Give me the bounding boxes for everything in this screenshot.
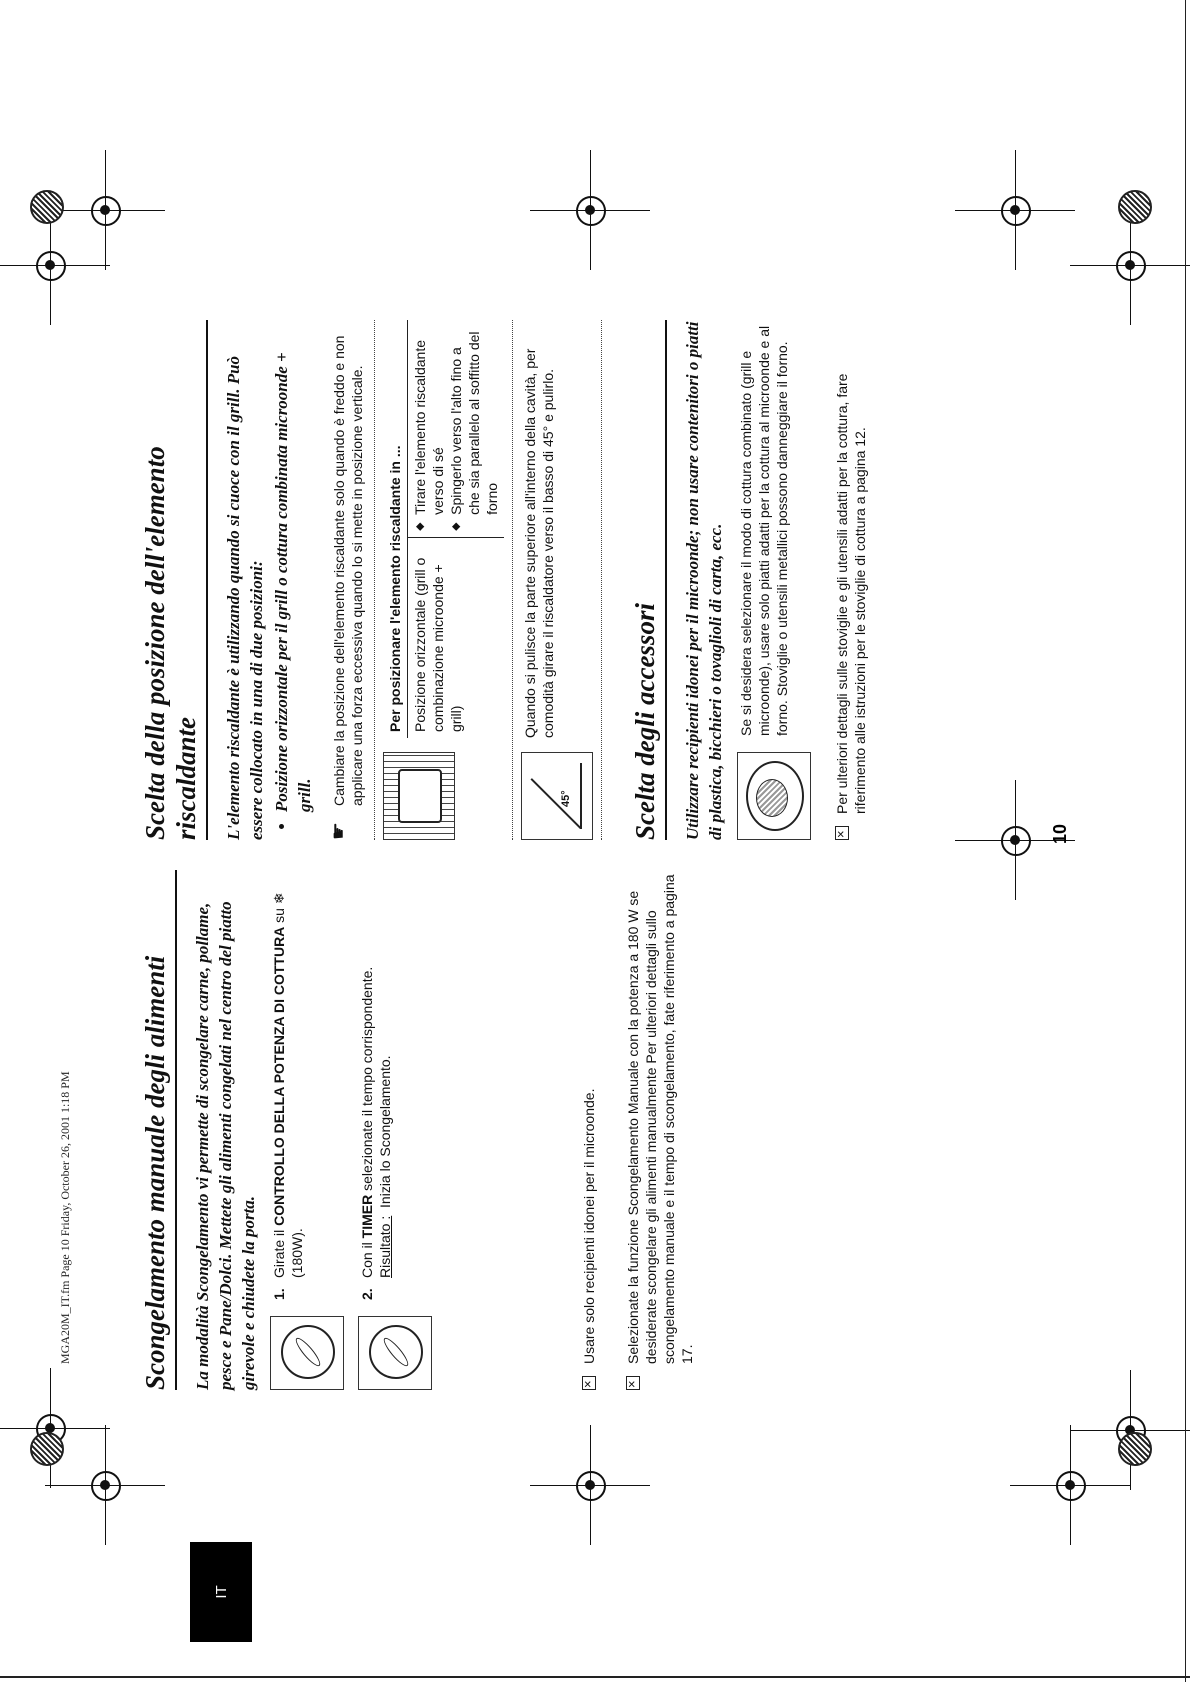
note-icon [582,1376,596,1390]
page-number: 10 [1050,823,1070,844]
language-tab: IT [190,1542,252,1642]
accessories-row [737,320,811,840]
step-1 [270,870,344,1390]
step-2 [358,870,432,1390]
note: × Usare solo recipienti idonei per il microonde. [580,870,598,1390]
section-lead: La modalità Scongelamento vi permette di scongelare carne, pollame, pesce e Pane/Dolci. Mettete gli alimenti congelati nel centro del piatto girevole e chiudete la porta. [193,901,258,1390]
note: × Selezionate la funzione Scongelamento Manuale con la potenza a 180 W se desiderate scongelare gli alimenti manualmente Per ulteriori dettagli sullo scongelamento manuale e il tempo di scongelamento, fate riferimento a pagina 17. [624,870,696,1390]
note-icon [835,826,849,840]
note-icon [626,1376,640,1390]
note: × Per ulteriori dettagli sulle stoviglie e gli utensili adatti per la cottura, fare riferimento alle istruzioni per le stoviglie di cottura a pagina 12. [833,320,869,840]
section-title: Scongelamento manuale degli alimenti [140,870,177,1390]
cleaning-row [521,320,593,840]
accessories-text: Se si desidera selezionare il modo di cottura combinato (grill e microonde), usare solo piatti adatti per la cottura al microonde e al forno. Stoviglie o utensili metallici possono danneggiare il forno. [738,325,790,736]
heating-element-section [140,320,869,840]
file-header: MGA20M_IT.fm Page 10 Friday, October 26, 2001 1:18 PM [58,1071,72,1364]
step-text: Con il TIMER selezionate il tempo corrispondente. Risultato : Inizia lo Scongelamento. [359,966,393,1278]
dish-illustration-icon [737,752,811,840]
position-table-row [383,320,504,840]
timer-dial-icon [358,1316,432,1390]
accessories-lead: Utilizzare recipienti idonei per il microonde; non usare contenitori o piatti di plastica, bicchieri o tovaglioli di carta, ecc. [683,321,725,840]
result-label: Risultato : [377,1215,393,1278]
section-lead: L'elemento riscaldante è utilizzando quando si cuoce con il grill. Può essere collocato in una di due posizioni: • Posizione orizzontale per il grill o cottura combinata microonde + grill. [222,320,316,840]
step-number: 2. [359,1288,375,1300]
cleaning-text: Quando si pulisce la parte superiore all'interno della cavità, per comodità girare il riscaldatore verso il basso di 45° e pulirlo. [522,348,556,738]
power-dial-icon [270,1316,344,1390]
warning: ☛ Cambiare la posizione dell'elemento riscaldante solo quando è freddo e non applicare una forza eccessiva quando lo si mette in posizione verticale. [328,335,365,840]
position-table: Per posizionare l'elemento riscaldante in ... Posizione orizzontale (grill o combinazione microonde + grill) ◆ Tirare l'elemento riscaldante verso di sé ◆ Spingerlo verso l'alto fino a che sia parallelo al soffitto del forno [383,320,504,738]
section-title: Scelta della posizione dell'elemento riscaldante [140,320,208,840]
step-number: 1. [271,1288,287,1300]
result-text: Inizia lo Scongelamento. [377,1055,393,1208]
angle-illustration-icon: 45° [521,752,593,840]
oven-illustration-icon [383,752,455,840]
pointing-hand-icon: ☛ [328,822,350,840]
accessories-title: Scelta degli accessori [630,320,667,840]
defrost-section [140,870,696,1390]
step-text: Girate il CONTROLLO DELLA POTENZA DI COTTURA su ❄ (180W). [271,892,305,1278]
